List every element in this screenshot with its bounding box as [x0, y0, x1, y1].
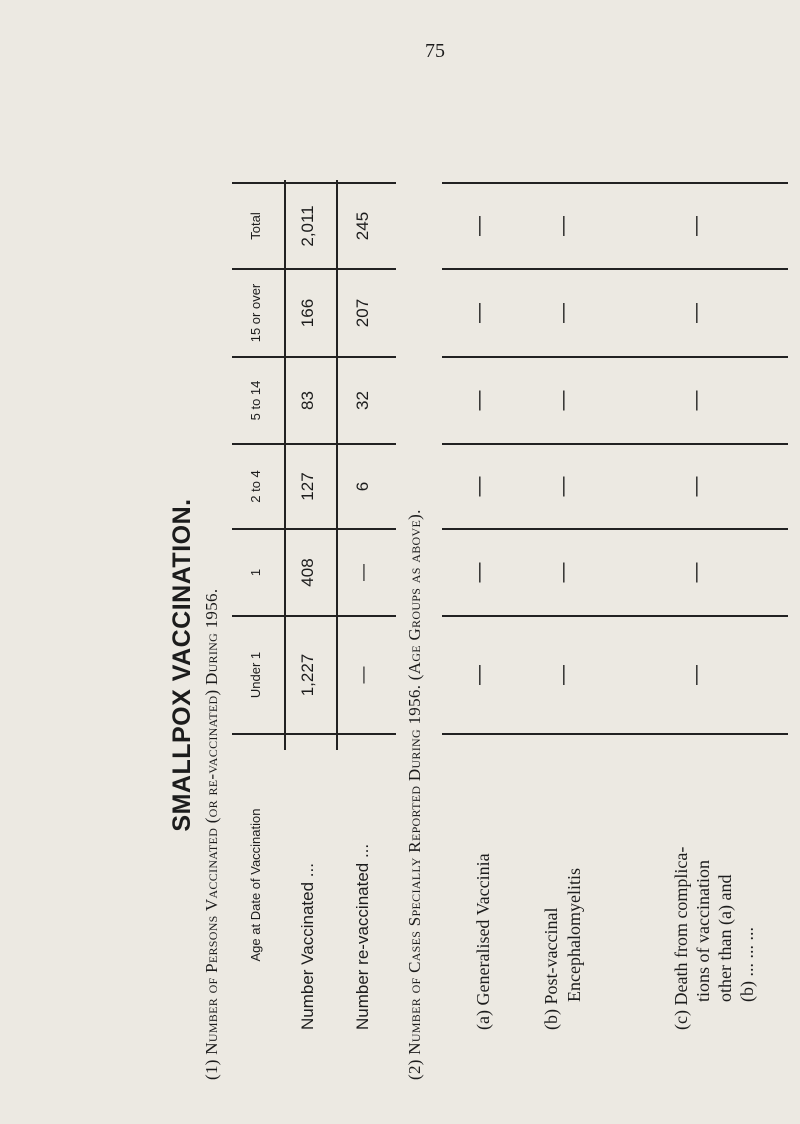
row-label-death-line-4: (b) ... ... ... [737, 927, 757, 1002]
row-label-death-line-1: (c) Death from complica- [671, 846, 691, 1030]
table-cell: — [552, 476, 574, 497]
column-header: 5 to 14 [248, 380, 263, 421]
table-cell: 6 [353, 481, 372, 492]
table-cell: — [353, 666, 372, 684]
section1-prefix: (1) [202, 1054, 221, 1080]
section2-caption [405, 280, 425, 1080]
section2-prefix: (2) [405, 1054, 424, 1080]
table-cell: — [685, 665, 707, 685]
header-age-at-vaccination: Age at Date of Vaccination [248, 808, 263, 962]
table-cell: 166 [298, 298, 317, 328]
table-cell: — [552, 562, 574, 583]
table-cell: — [552, 216, 574, 236]
column-header: Under 1 [248, 651, 263, 699]
table-cell: — [468, 216, 490, 236]
column-header: 1 [248, 568, 263, 577]
row-label-post-vaccinal: (b) Post-vaccinal [541, 907, 561, 1030]
table-cell: 1,227 [298, 653, 317, 697]
row-label-revaccinated: Number re-vaccinated ... [353, 843, 372, 1030]
table-cell: 83 [298, 391, 317, 410]
page-number: 75 [425, 40, 445, 62]
section1-caption-text: Number of Persons Vaccinated (or re-vaccinated) During 1956. [202, 588, 221, 1055]
table-cell: — [685, 303, 707, 323]
row-label-death-line-2: tions of vaccination [693, 860, 713, 1002]
table-cell: — [353, 564, 372, 581]
table-cell: — [685, 216, 707, 236]
table-cell: — [468, 390, 490, 411]
rotated-table-page [160, 80, 800, 1080]
column-header: 15 or over [248, 283, 263, 343]
table-cell: 2,011 [298, 205, 317, 247]
table-cell: 408 [298, 558, 317, 587]
row-label-generalised-vaccinia: (a) Generalised Vaccinia [473, 853, 493, 1030]
row-label-vaccinated: Number Vaccinated ... [298, 863, 317, 1030]
table-cell: 207 [353, 298, 372, 328]
table-cell: 127 [298, 472, 317, 501]
table-cell: — [552, 390, 574, 411]
column-header: Total [248, 212, 263, 240]
table-cell: — [552, 303, 574, 323]
table-cell: — [685, 562, 707, 583]
row-label-death-line-3: other than (a) and [715, 874, 735, 1002]
table-cell: 32 [353, 391, 372, 410]
page-title: SMALLPOX VACCINATION. [168, 498, 196, 832]
section2-caption-text: Number of Cases Specially Reported During 1956. (Age Groups as above). [405, 509, 424, 1055]
table-cell: — [552, 665, 574, 685]
column-header: 2 to 4 [248, 470, 263, 503]
table-cell: — [468, 562, 490, 583]
table-cell: — [468, 476, 490, 497]
table-cell: 245 [353, 211, 372, 241]
table-cell: — [685, 476, 707, 497]
table-cell: — [468, 665, 490, 685]
table-cell: — [685, 390, 707, 411]
table-cell: — [468, 303, 490, 323]
row-label-encephalomyelitis: Encephalomyelitis [564, 868, 584, 1002]
section1-caption [202, 280, 222, 1080]
